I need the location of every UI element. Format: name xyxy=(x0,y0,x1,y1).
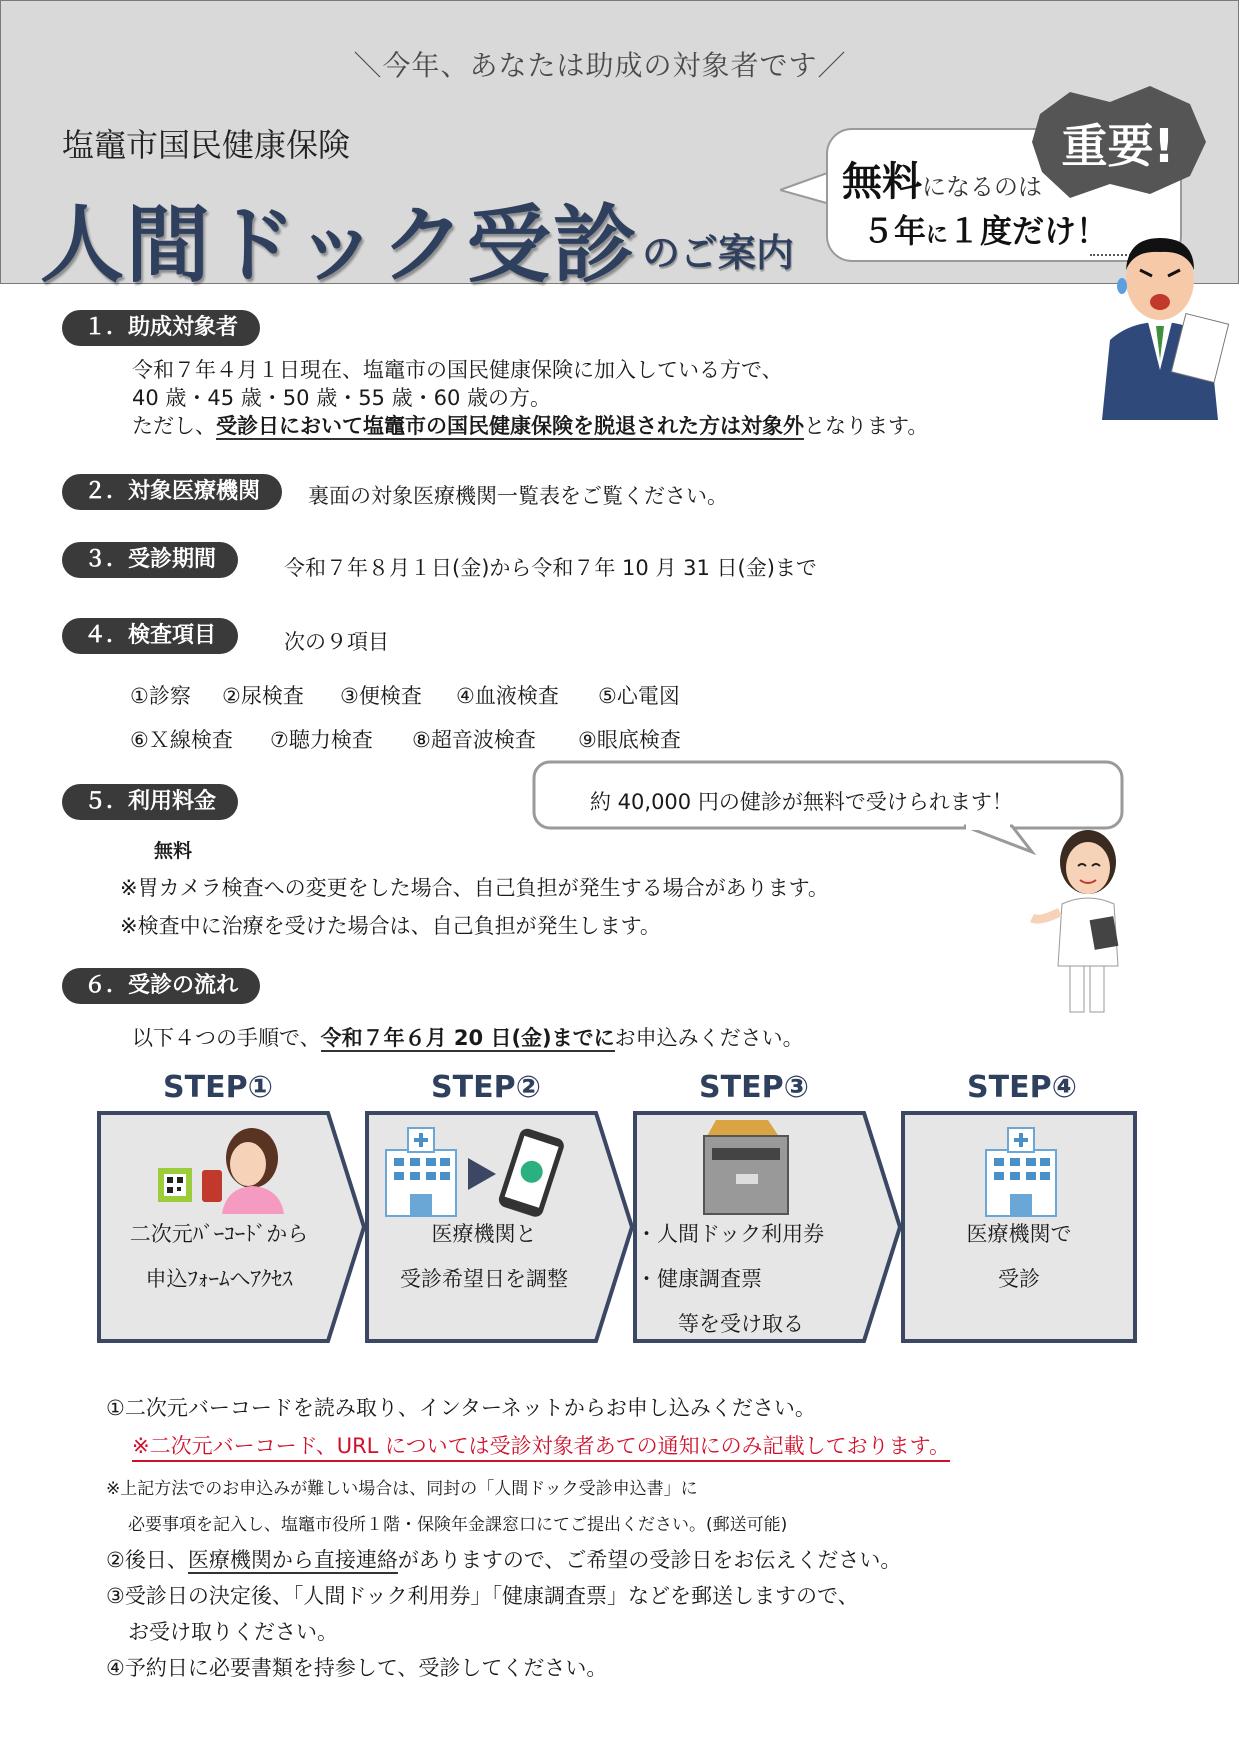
step-3-line-2: ・健康調査票 xyxy=(636,1267,762,1291)
section-4-label: ４．検査項目 xyxy=(62,618,238,654)
callout-line-2 xyxy=(862,206,1108,252)
note-1-warning: ※二次元バーコード、URL については受診対象者あての通知にのみ記載しております。 xyxy=(132,1430,950,1462)
callout-once: １度だけ！ xyxy=(948,212,1109,250)
callout-years: ５年 xyxy=(862,212,927,250)
step-1-text xyxy=(99,1212,339,1302)
section-1-line-2: 40 歳・45 歳・50 歳・55 歳・60 歳の方。 xyxy=(132,386,551,410)
step-3-line-3: 等を受け取る xyxy=(678,1312,804,1336)
section-4-text: 次の９項目 xyxy=(284,630,389,654)
phone-qr-illustration xyxy=(156,1124,296,1214)
section-3-label: ３．受診期間 xyxy=(62,542,238,578)
step-4-label: STEP④ xyxy=(967,1070,1077,1105)
note-2-direct-contact: 医療機関から直接連絡 xyxy=(187,1548,398,1572)
fee-bubble-text: 約 40,000 円の健診が無料で受けられます！ xyxy=(590,790,1013,814)
page-subtitle: のご案内 xyxy=(642,231,795,275)
callout-particle: に xyxy=(926,223,949,248)
step-4-line-2: 受診 xyxy=(998,1267,1040,1291)
badge-text: 重要! xyxy=(1061,119,1175,173)
step-3-label: STEP③ xyxy=(699,1070,809,1105)
flow-intro xyxy=(132,1022,804,1052)
step-2-text xyxy=(369,1212,599,1302)
flow-deadline: 令和７年６月 20 日(金)までに xyxy=(320,1026,615,1050)
section-1-line-3-post: となります。 xyxy=(804,414,929,438)
note-1-sub-2: 必要事項を記入し、塩竈市役所１階・保険年金課窓口にてご提出ください。(郵送可能) xyxy=(128,1515,788,1535)
callout-line-1 xyxy=(842,150,1042,207)
exam-item-row2-4: ⑨眼底検査 xyxy=(578,728,681,752)
hospital-icon xyxy=(386,1128,456,1216)
badge-burst-icon xyxy=(1030,84,1210,204)
section-2-label: ２．対象医療機関 xyxy=(62,474,282,510)
step-3-line-1: ・人間ドック利用券 xyxy=(636,1222,825,1246)
mailbox-icon xyxy=(702,1118,792,1218)
step-1-label: STEP① xyxy=(163,1070,273,1105)
exam-item-3: ③便検査 xyxy=(340,684,422,708)
note-2 xyxy=(106,1544,901,1574)
fee-note-2: ※検査中に治療を受けた場合は、自己負担が発生します。 xyxy=(120,914,661,938)
arrow-right-icon xyxy=(468,1158,496,1190)
exam-item-row2-3: ⑧超音波検査 xyxy=(412,728,536,752)
note-2-pre: ②後日、 xyxy=(106,1548,188,1572)
step-4-line-1: 医療機関で xyxy=(966,1222,1072,1246)
note-3: ③受診日の決定後、「人間ドック利用券」「健康調査票」などを郵送しますので、 xyxy=(106,1584,859,1608)
section-1-line-3-pre: ただし、 xyxy=(132,414,216,438)
section-2-text: 裏面の対象医療機関一覧表をご覧ください。 xyxy=(308,484,728,508)
exam-item-1: ①診察 xyxy=(130,684,191,708)
nurse-illustration xyxy=(1028,826,1138,1016)
exam-item-5: ⑤心電図 xyxy=(598,684,680,708)
section-6-label: ６．受診の流れ xyxy=(62,968,260,1004)
section-1-line-3 xyxy=(132,410,928,440)
flow-intro-pre: 以下４つの手順で、 xyxy=(132,1026,321,1050)
note-1-sub-1: ※上記方法でのお申込みが難しい場合は、同封の「人間ドック受診申込書」に xyxy=(106,1479,698,1499)
exam-item-row2-2: ⑦聴力検査 xyxy=(270,728,373,752)
step-1-line-2: 申込ﾌｫｰﾑへｱｸｾｽ xyxy=(145,1267,293,1291)
section-1-exclusion: 受診日において塩竈市の国民健康保険を脱退された方は対象外 xyxy=(216,414,804,438)
page-title: 人間ドック受診 xyxy=(40,196,639,294)
tagline: ＼今年、あなたは助成の対象者です／ xyxy=(353,49,847,82)
section-1-line-1: 令和７年４月１日現在、塩竈市の国民健康保険に加入している方で、 xyxy=(132,358,783,382)
fee-note-1: ※胃カメラ検査への変更をした場合、自己負担が発生する場合があります。 xyxy=(120,876,829,900)
note-3-cont: お受け取りください。 xyxy=(128,1620,338,1644)
note-1: ①二次元バーコードを読み取り、インターネットからお申し込みください。 xyxy=(106,1396,816,1420)
exam-item-2: ②尿検査 xyxy=(222,684,304,708)
flow-intro-post: お申込みください。 xyxy=(614,1026,804,1050)
step-3-text xyxy=(636,1212,866,1347)
businessman-illustration xyxy=(1090,230,1230,420)
hospital-to-phone-illustration xyxy=(384,1124,564,1220)
step-2-line-2: 受診希望日を調整 xyxy=(400,1267,568,1291)
fee-value: 無料 xyxy=(154,840,193,862)
note-2-post: がありますので、ご希望の受診日をお伝えください。 xyxy=(397,1548,902,1572)
note-4: ④予約日に必要書類を持参して、受診してください。 xyxy=(106,1656,608,1680)
step-1-line-1: 二次元ﾊﾞｰｺｰﾄﾞから xyxy=(129,1222,309,1246)
step-2-label: STEP② xyxy=(431,1070,541,1105)
exam-item-4: ④血液検査 xyxy=(456,684,559,708)
hospital-icon xyxy=(982,1124,1062,1220)
callout-text: になるのは xyxy=(922,173,1042,201)
step-2-line-1: 医療機関と xyxy=(431,1222,537,1246)
section-3-text: 令和７年８月１日(金)から令和７年 10 月 31 日(金)まで xyxy=(284,556,817,580)
callout-free: 無料 xyxy=(842,159,922,205)
step-4-text xyxy=(906,1212,1132,1302)
smartphone-icon xyxy=(497,1127,564,1219)
section-1-label: １．助成対象者 xyxy=(62,310,260,346)
exam-item-row2-1: ⑥Ｘ線検査 xyxy=(130,728,233,752)
section-5-label: ５．利用料金 xyxy=(62,784,238,820)
organization-name: 塩竈市国民健康保険 xyxy=(62,126,351,164)
